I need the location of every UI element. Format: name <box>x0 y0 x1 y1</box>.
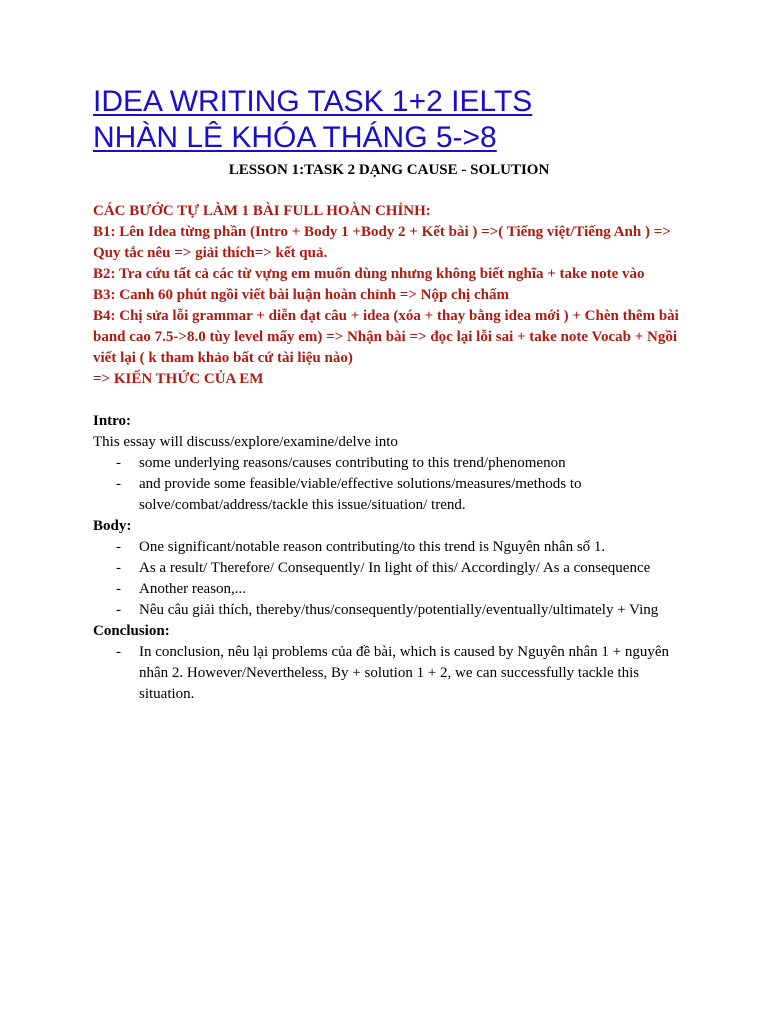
intro-lead: This essay will discuss/explore/examine/delve into <box>93 434 398 450</box>
list-item <box>93 579 683 600</box>
list-item <box>93 474 683 516</box>
list-item-text: In conclusion, nêu lại problems của đề bài, which is caused by Nguyên nhân 1 + nguyên nhân 2. However/Nevertheless, By + solution 1 + 2, we can successfully tackle this situation. <box>139 644 669 702</box>
step-b2: B2: Tra cứu tất cả các từ vựng em muốn dùng nhưng không biết nghĩa + take note vào <box>93 266 645 282</box>
steps-heading: CÁC BƯỚC TỰ LÀM 1 BÀI FULL HOÀN CHỈNH: <box>93 203 431 219</box>
body-heading: Body: <box>93 518 132 534</box>
conclusion-section <box>93 621 683 705</box>
dash-bullet: - <box>116 476 121 492</box>
dash-bullet: - <box>116 560 121 576</box>
list-item <box>93 453 683 474</box>
dash-bullet: - <box>116 644 121 660</box>
step-b1: B1: Lên Idea từng phần (Intro + Body 1 +Body 2 + Kết bài ) =>( Tiếng việt/Tiếng Anh ) => Quy tắc nêu => giải thích=> kết quả. <box>93 224 671 261</box>
list-item-text: As a result/ Therefore/ Consequently/ In light of this/ Accordingly/ As a consequence <box>139 560 651 576</box>
dash-bullet: - <box>116 455 121 471</box>
list-item-text: some underlying reasons/causes contributing to this trend/phenomenon <box>139 455 566 471</box>
conclusion-heading: Conclusion: <box>93 623 170 639</box>
dash-bullet: - <box>116 581 121 597</box>
section-spacer <box>93 390 683 411</box>
intro-section <box>93 411 683 516</box>
step-b3: B3: Canh 60 phút ngồi viết bài luận hoàn chỉnh => Nộp chị chấm <box>93 287 509 303</box>
list-item <box>93 642 683 705</box>
body-list <box>93 537 683 621</box>
lesson-title: LESSON 1:TASK 2 DẠNG CAUSE - SOLUTION <box>228 162 550 178</box>
intro-heading: Intro: <box>93 413 132 429</box>
dash-bullet: - <box>116 602 121 618</box>
document-page <box>93 84 683 705</box>
conclusion-list <box>93 642 683 705</box>
list-item <box>93 558 683 579</box>
title-link-line-2[interactable]: NHÀN LÊ KHÓA THÁNG 5->8 <box>93 121 497 154</box>
step-b4: B4: Chị sửa lỗi grammar + diễn đạt câu + idea (xóa + thay bằng idea mới ) + Chèn thêm bài band cao 7.5->8.0 tùy level mấy em) => Nhận bài => đọc lại lỗi sai + take note Vocab + Ngồi viết lại ( k tham khảo bất cứ tài liệu nào) <box>93 308 679 366</box>
intro-list <box>93 453 683 516</box>
list-item-text: Another reason,... <box>139 581 247 597</box>
list-item-text: One significant/notable reason contributing/to this trend is Nguyên nhân số 1. <box>139 539 606 555</box>
steps-result: => KIẾN THỨC CỦA EM <box>93 371 264 387</box>
list-item-text: Nêu câu giải thích, thereby/thus/consequently/potentially/eventually/ultimately + Ving <box>139 602 659 618</box>
list-item <box>93 537 683 558</box>
list-item <box>93 600 683 621</box>
dash-bullet: - <box>116 539 121 555</box>
steps-section <box>93 201 683 390</box>
body-section <box>93 516 683 621</box>
list-item-text: and provide some feasible/viable/effective solutions/measures/methods to solve/combat/address/tackle this issue/situation/ trend. <box>139 476 582 513</box>
title-link-line-1[interactable]: IDEA WRITING TASK 1+2 IELTS <box>93 85 533 118</box>
